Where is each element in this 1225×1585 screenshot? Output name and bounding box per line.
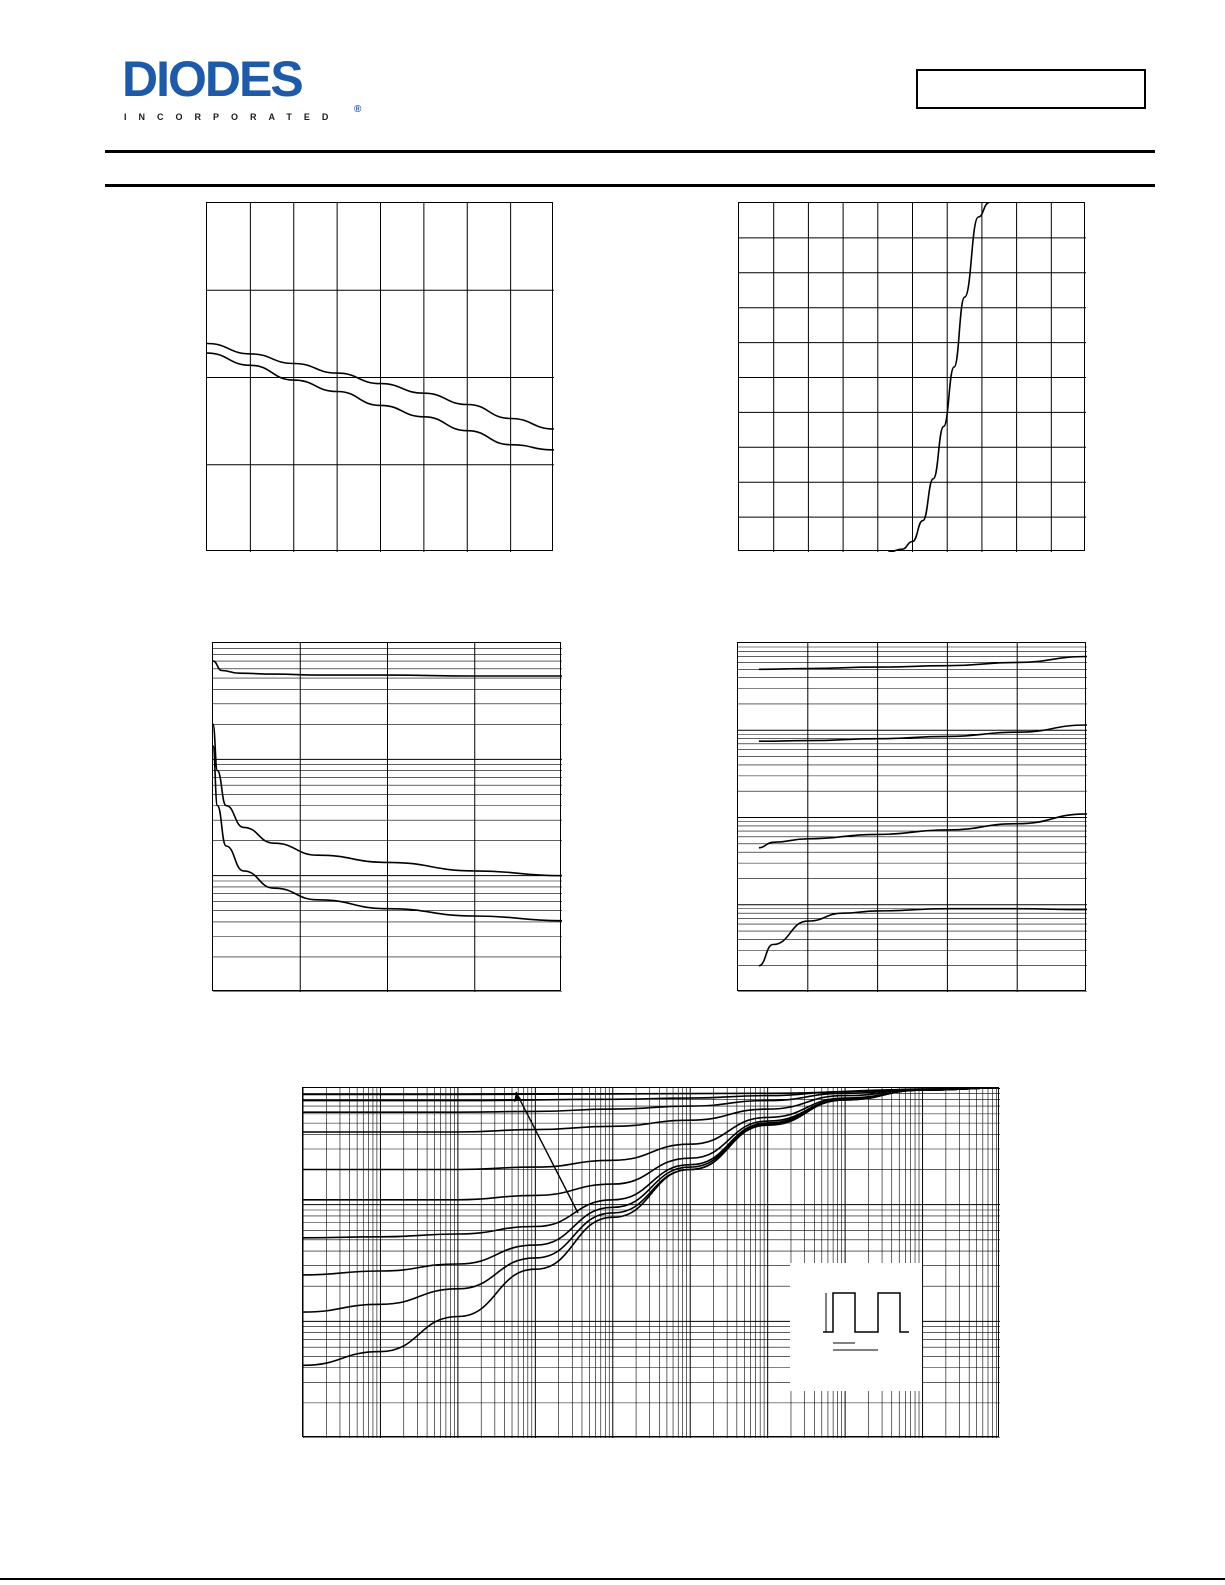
logo-wordmark: DIODES (122, 51, 302, 107)
chart-3 (212, 642, 561, 991)
chart-1 (206, 202, 553, 551)
chart-1-plot (207, 203, 554, 552)
chart-3-plot (213, 643, 562, 992)
logo-subtitle: INCORPORATED (124, 112, 341, 122)
header-rule-top (105, 150, 1155, 153)
chart-5-plot (303, 1088, 1000, 1438)
footer-rule (0, 1578, 1225, 1580)
chart-2-grid (739, 203, 1086, 552)
logo-registered-mark: ® (354, 104, 362, 115)
chart-2 (738, 202, 1085, 551)
chart-2-plot (739, 203, 1086, 552)
header-rule-bottom (105, 184, 1155, 187)
chart-5 (302, 1087, 999, 1437)
part-number-box (916, 69, 1146, 109)
inset-background (790, 1263, 922, 1391)
company-logo (122, 51, 367, 126)
chart-4-grid (738, 643, 1087, 992)
chart-4-plot (738, 643, 1087, 992)
pulse-waveform-inset (790, 1263, 922, 1391)
chart-1-grid (207, 203, 554, 552)
chart-3-grid (213, 643, 562, 992)
chart-4 (737, 642, 1086, 991)
chart-5-series-7-line (303, 1088, 1000, 1238)
